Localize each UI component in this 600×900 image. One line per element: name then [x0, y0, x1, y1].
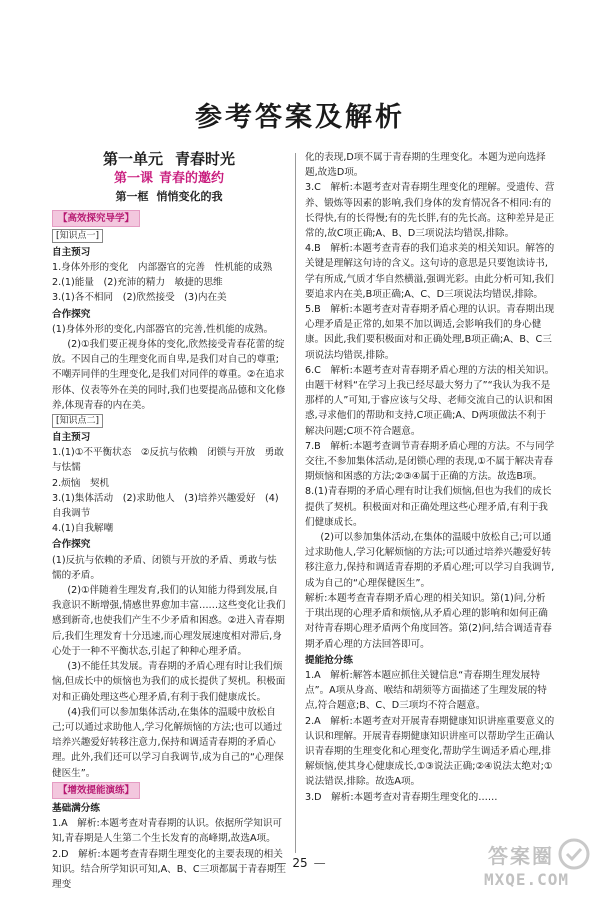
answer-line: [52, 476, 286, 491]
subsection-heading: [52, 430, 286, 445]
left-column-body: [52, 209, 286, 893]
text: 3.(1)各不相同 (2)欣然接受 (3)内在美: [52, 292, 227, 304]
section-banner: [52, 209, 286, 228]
left-column: [52, 150, 286, 892]
answer-line: [52, 290, 286, 305]
text: 6.C 解析:本题考查对青春期矛盾心理的方法的相关知识。由题干材料“在学习上我已经尽最大努力了”“我认为我不是那样的人”可知,于睿应该与父母、老师交流自己的认识和困惑,寻求他们的帮助和支持,C项正确;A、D两项做法不利于解决问题;C项不符合题意。: [305, 364, 555, 437]
text: [知识点二]: [52, 414, 103, 428]
frame-label: 第一框: [115, 190, 149, 204]
answer-paragraph: [52, 705, 286, 781]
answer-line: [305, 439, 555, 485]
answer-line: [52, 260, 286, 275]
knowledge-point-tag: [52, 413, 286, 429]
answer-line: [52, 816, 286, 846]
column-divider: [295, 153, 296, 853]
unit-name: 青春时光: [175, 150, 236, 168]
text: 3.C 解析:本题考查对青春期生理变化的理解。受遗传、营养、锻炼等因素的影响,我们身体的发育情况各不相同:有的长得快,有的长得慢;有的先长胖,有的先长高。这种差异是正常的,故C项正确;A、B、D三项说法均错误,排除。: [305, 182, 555, 240]
text: (2)①伴随着生理发育,我们的认知能力得到发展,自我意识不断增强,情感世界愈加丰富……这些变化让我们感到新奇,也使我们产生不少矛盾和困惑。②进入青春期后,我们生理发育十分迅速,而心理发展速度相对滞后,身心处于一种不平衡状态,引起了种种心理矛盾。: [52, 585, 286, 657]
answer-line: [52, 521, 286, 536]
unit-label: 第一单元: [102, 150, 163, 168]
answer-line: [305, 302, 555, 363]
text: (2)可以参加集体活动,在集体的温暖中放松自己;可以通过求助他人,学习化解烦恼的方法;可以通过培养兴趣爱好转移注意力,保持和调适青春期的矛盾心理;可以学习自我调节,成为自己的“心理保健医生”。: [305, 532, 555, 589]
text: 2.A 解析:本题考查对开展青春期健康知识讲座重要意义的认识和理解。开展青春期健康知识讲座可以帮助学生正确认识青春期的生理变化和心理变化,帮助学生调适矛盾心理,排解烦恼,使其身心健康成长,①③说法正确;②④说法太绝对;①说法错误,排除。故选A项。: [305, 715, 555, 788]
answer-line: [305, 241, 555, 302]
answer-line: [305, 714, 555, 790]
answer-line: [305, 484, 555, 530]
text: 合作探究: [52, 539, 91, 551]
subsection-heading: [305, 653, 555, 668]
answer-line: [52, 322, 286, 337]
answer-line: [305, 790, 555, 805]
answer-line: [305, 180, 555, 241]
lesson-heading: [52, 171, 286, 186]
text: 4.(1)自我解嘲: [52, 523, 114, 535]
answer-line: [52, 275, 286, 290]
text: 自主预习: [52, 246, 91, 258]
answer-paragraph: [52, 337, 286, 413]
page-number: — 25 —: [0, 856, 600, 870]
answer-line: [305, 668, 555, 714]
text: 1.A 解析:本题考查对青春期的认识。依据所学知识可知,青春期是人生第二个生长发育的高峰期,故选A项。: [52, 818, 283, 845]
text: 自主预习: [52, 432, 91, 444]
text: 2.烦恼 契机: [52, 477, 110, 489]
answer-paragraph: [52, 583, 286, 659]
frame-heading: [52, 189, 286, 204]
text: 1.身体外形的变化 内部器官的完善 性机能的成熟: [52, 262, 273, 274]
text: 【增效提能演练】: [52, 782, 140, 799]
text: (3)不能任其发展。青春期的矛盾心理有时让我们烦恼,但成长中的烦恼也为我们的成长提供了契机。积极面对和正确处理这些心理矛盾,有利于我们健康成长。: [52, 661, 286, 703]
answer-paragraph: [305, 530, 555, 591]
text: (4)我们可以参加集体活动,在集体的温暖中放松自己;可以通过求助他人,学习化解烦恼的方法;也可以通过培养兴趣爱好转移注意力,保持和调适青春期的矛盾心理。此外,我们还可以学习自我调节,成为自己的“心理保健医生”。: [52, 706, 284, 779]
text: 1.(1)①不平衡状态 ②反抗与依赖 闭锁与开放 勇敢与怯懦: [52, 447, 284, 474]
subsection-heading: [52, 537, 286, 552]
subsection-heading: [52, 245, 286, 260]
right-column: [305, 150, 555, 805]
text: 1.A 解析:解答本题应抓住关键信息“青春期生理发展特点”。A项从身高、喉结和胡须等方面描述了生理发展的特点,符合题意;B、C、D三项均不符合题意。: [305, 669, 547, 712]
text: 7.B 解析:本题考查调节青春期矛盾心理的方法。不与同学交往,不参加集体活动,是闭锁心理的表现,①不属于解决青春期烦恼和困惑的方法;②③④属于正确的方法。故选B项。: [305, 440, 555, 483]
text: 8.(1)青春期的矛盾心理有时让我们烦恼,但也为我们的成长提供了契机。积极面对和正确处理这些心理矛盾,有利于我们健康成长。: [305, 486, 552, 528]
text: 提能抢分练: [305, 654, 353, 666]
answer-line: [305, 363, 555, 439]
frame-name: 悄悄变化的我: [156, 190, 223, 204]
text: 【高效探究导学】: [52, 210, 140, 227]
unit-heading: [52, 152, 286, 167]
text: 2.(1)能量 (2)充沛的精力 敏捷的思维: [52, 277, 223, 289]
text: 5.B 解析:本题考查对青春期矛盾心理的认识。青春期出现心理矛盾是正常的,如果不加以调适,会影响我们的身心健康。因此,我们要积极面对和正确处理,B项正确;A、B、C三项说法均错误,排除。: [305, 304, 555, 361]
subsection-heading: [52, 801, 286, 816]
text: 解析:本题考查青春期矛盾心理的相关知识。第(1)问,分析于琪出现的心理矛盾和烦恼,从矛盾心理的影响和如何正确对待青春期心理矛盾两个角度回答。第(2)问,结合调适青春期矛盾心理的方法回答即可。: [305, 592, 552, 650]
answer-paragraph: [52, 659, 286, 705]
text: 4.B 解析:本题考查青春的我们追求美的相关知识。解答的关键是理解这句诗的含义。这句诗的意思是只要饱读诗书,学有所成,气质才华自然横溢,强调光彩。由此分析可知,我们要追求内在美,B项正确;A、C、D三项说法均错误,排除。: [305, 243, 555, 300]
text: (2)①我们要正视身体的变化,欣然接受青春花蕾的绽放。不因自己的生理变化而自卑,是我们对自己的尊重;不嘲弄同伴的生理变化,是我们对同伴的尊重。②在追求形体、仪表等外在美的同时,我们也要提高品德和文化修养,体现青春的内在美。: [52, 339, 286, 411]
subsection-heading: [52, 307, 286, 322]
right-column-body: [305, 150, 555, 805]
page-title: 参考答案及解析: [195, 102, 405, 133]
watermark-logo: [470, 838, 595, 896]
text: 3.(1)集体活动 (2)求助他人 (3)培养兴趣爱好 (4)自我调节: [52, 492, 279, 520]
text: [知识点一]: [52, 229, 103, 243]
text: 化的表现,D项不属于青春期的生理变化。本题为逆向选择题,故选D项。: [305, 152, 546, 179]
answer-line: [305, 150, 555, 180]
answer-line: [305, 591, 555, 652]
watermark-text-cn: 答案圈: [488, 844, 554, 868]
answer-line: [52, 445, 286, 475]
lesson-name: 青春的邀约: [159, 171, 225, 187]
text: 3.D 解析:本题考查对青春期生理变化的……: [305, 791, 498, 803]
watermark-text-domain: MXQE.COM: [484, 870, 570, 889]
answer-line: [52, 491, 286, 521]
text: 2.D 解析:本题考查青春期生理变化的主要表现的相关知识。结合所学知识可知,A、B、C三项都属于青春期生理变: [52, 848, 286, 890]
text: (1)身体外形的变化,内部器官的完善,性机能的成熟。: [52, 323, 274, 335]
section-banner: [52, 781, 286, 800]
text: 合作探究: [52, 308, 91, 320]
lesson-label: 第一课: [113, 171, 153, 187]
answer-line: [52, 553, 286, 583]
text: 基础满分练: [52, 802, 100, 814]
knowledge-point-tag: [52, 228, 286, 244]
text: (1)反抗与依赖的矛盾、闭锁与开放的矛盾、勇敢与怯懦的矛盾。: [52, 554, 277, 581]
